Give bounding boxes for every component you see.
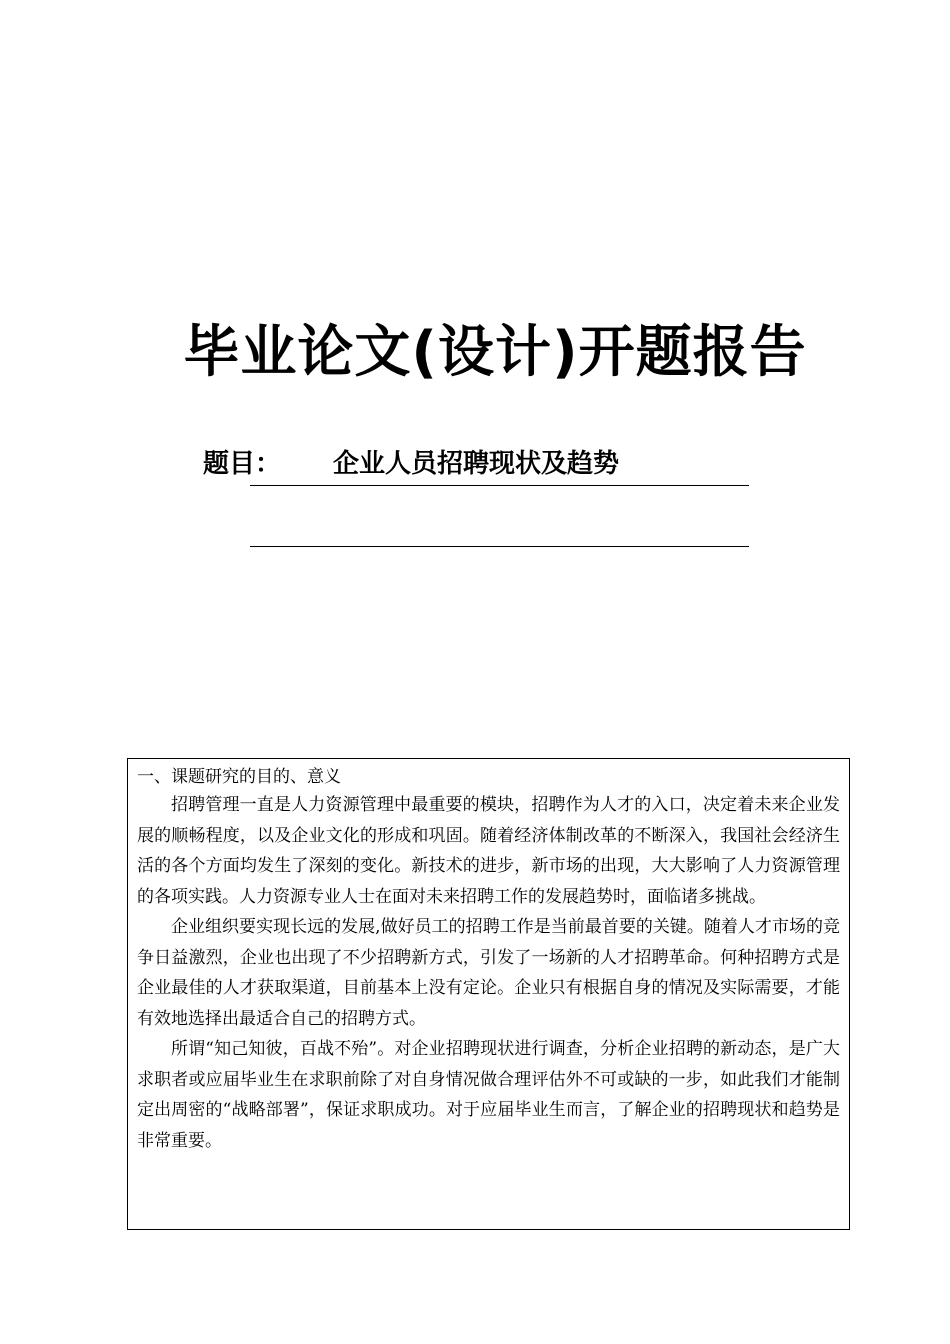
- subject-value: 企业人员招聘现状及趋势: [333, 449, 620, 479]
- paragraph: 企业组织要实现长远的发展,做好员工的招聘工作是当前最首要的关键。随着人才市场的竞争日益激烈，企业也出现了不少招聘新方式，引发了一场新的人才招聘革命。何种招聘方式是企业最佳的人才获取渠道，目前基本上没有定论。企业只有根据自身的情况及实际需要，才能有效地选择出最适合自己的招聘方式。: [137, 917, 840, 1029]
- page-title: 毕业论文(设计)开题报告: [183, 320, 807, 385]
- subject-underline-second: [250, 546, 749, 547]
- content-box: [127, 758, 850, 1230]
- paragraph: 所谓“知己知彼，百战不殆”。对企业招聘现状进行调查，分析企业招聘的新动态，是广大求职者或应届毕业生在求职前除了对自身情况做合理评估外不可或缺的一步，如此我们才能制定出周密的“战略部署”，保证求职成功。对于应届毕业生而言，了解企业的招聘现状和趋势是非常重要。: [137, 1039, 840, 1151]
- subject-underline: [250, 485, 749, 486]
- subject-label: 题目：: [203, 449, 282, 479]
- paragraph: 招聘管理一直是人力资源管理中最重要的模块，招聘作为人才的入口，决定着未来企业发展的顺畅程度，以及企业文化的形成和巩固。随着经济体制改革的不断深入，我国社会经济生活的各个方面均发生了深刻的变化。新技术的进步，新市场的出现，大大影响了人力资源管理的各项实践。人力资源专业人士在面对未来招聘工作的发展趋势时，面临诸多挑战。: [137, 795, 840, 907]
- section-heading: 一、课题研究的目的、意义: [137, 767, 341, 787]
